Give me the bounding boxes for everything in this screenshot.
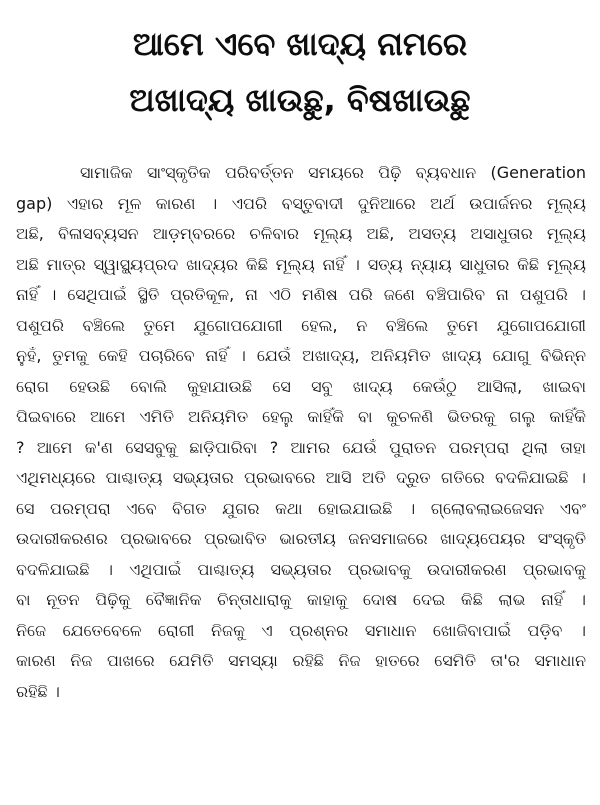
- article-body: [16, 158, 586, 707]
- body-line: ନିଜେ ଯେତେବେଳେ ରୋଗୀ ନିଜକୁ ଏ ପ୍ରଶ୍ନର ସମାଧାନ ଖୋଜିବାପାଇଁ ପଡ଼ିବ ।: [16, 620, 586, 640]
- title-line-1: ଆମେ ଏବେ ଖାଦ୍ୟ ନାମରେ: [132, 25, 468, 63]
- body-line: ନୁହଁ, ତୁମକୁ କେହି ପଚାରିବେ ନାହିଁ । ଯେଉଁ ଅଖାଦ୍ୟ, ଅନିୟମିତ ଖାଦ୍ୟ ଯୋଗୁ ବିଭିନ୍ନ: [16, 346, 586, 365]
- body-line: gap) ଏହାର ମୂଳ କାରଣ । ଏପରି ବସ୍ତୁବାଦୀ ଦୁନିଆରେ ଅର୍ଥ ଉପାର୍ଜନର ମୂଲ୍ୟ: [16, 193, 586, 213]
- body-line: କାରଣ ନିଜ ପାଖରେ ଯେମିତି ସମସ୍ୟା ରହିଛି ନିଜ ହାତରେ ସେମିତି ତା'ର ସମାଧାନ: [16, 651, 586, 670]
- body-line: ରହିଛି ।: [16, 681, 60, 701]
- title-line-2: ଅଖାଦ୍ୟ ଖାଉଛୁ, ବିଷଖାଉଛୁ: [129, 81, 471, 119]
- body-line: ରୋଗ ହେଉଛି ବୋଲି କୁହାଯାଉଛି ସେ ସବୁ ଖାଦ୍ୟ କେଉଁଠୁ ଆସିଲା, ଖାଇବା: [16, 376, 586, 396]
- body-line: ଅଛି ମାତ୍ର ସ୍ୱାସ୍ଥ୍ୟପ୍ରଦ ଖାଦ୍ୟର କିଛି ମୂଲ୍ୟ ନାହିଁ । ସତ୍ୟ ନ୍ୟାୟ ସାଧୁତାର କିଛି ମୂଲ୍ୟ: [16, 254, 586, 274]
- body-line: ବା ନୂତନ ପିଢ଼ିକୁ ବୈଜ୍ଞାନିକ ଚିନ୍ତାଧାରାକୁ କାହାକୁ ଦୋଷ ଦେଇ କିଛି ଲାଭ ନାହିଁ ।: [16, 590, 586, 609]
- body-line: ପଶୁପରି ବଞ୍ଚିଲେ ତୁମେ ଯୁଗୋପଯୋଗୀ ହେଲ, ନ ବଞ୍ଚିଲେ ତୁମେ ଯୁଗୋପଯୋଗୀ: [16, 315, 586, 335]
- body-line: ଉଦାରୀକରଣର ପ୍ରଭାବରେ ପ୍ରଭାବିତ ଭାରତୀୟ ଜନସମାଜରେ ଖାଦ୍ୟପେୟର ସଂସ୍କୃତି: [16, 529, 586, 548]
- body-line: ? ଆମେ କ'ଣ ସେସବୁକୁ ଛାଡ଼ିପାରିବା ? ଆମର ଯେଉଁ ପୁରାତନ ପରମ୍ପରା ଥିଲା ତାହା: [16, 437, 586, 457]
- body-line: ଅଛି, ବିଳାସବ୍ୟସନ ଆଡ଼ମ୍ବରରେ ଚଳିବାର ମୂଲ୍ୟ ଅଛି, ଅସତ୍ୟ ଅସାଧୁତାର ମୂଲ୍ୟ: [16, 224, 586, 243]
- body-line: ପିଇବାରେ ଆମେ ଏମିତି ଅନିୟମିତ ହେଲୁ କାହିଁକି ବା କୁଚଳଣି ଭିତରକୁ ଗଲୁ କାହିଁକି: [16, 407, 586, 426]
- article-title: [0, 18, 600, 126]
- body-line: ସାମାଜିକ ସାଂସ୍କୃତିକ ପରିବର୍ତ୍ତନ ସମୟରେ ପିଢ଼ି ବ୍ୟବଧାନ (Generation: [80, 163, 586, 182]
- body-line: ବଦଳିଯାଇଛି । ଏଥିପାଇଁ ପାଶ୍ଚାତ୍ୟ ସଭ୍ୟତାର ପ୍ରଭାବକୁ ଉଦାରୀକରଣ ପ୍ରଭାବକୁ: [16, 559, 586, 579]
- body-line: ନାହିଁ । ସେଥିପାଇଁ ସ୍ଥିତି ପ୍ରତିକୂଳ, ନା ଏଠି ମଣିଷ ପରି ଜଣେ ବଞ୍ଚିପାରିବ ନା ପଶୁପରି ।: [16, 285, 586, 304]
- body-line: ଏଥିମଧ୍ୟରେ ପାଶ୍ଚାତ୍ୟ ସଭ୍ୟତାର ପ୍ରଭାବରେ ଆସି ଅତି ଦ୍ରୁତ ଗତିରେ ବଦଳିଯାଇଛି ।: [16, 468, 586, 487]
- body-line: ସେ ପରମ୍ପରା ଏବେ ବିଗତ ଯୁଗର କଥା ହୋଇଯାଇଛି । ଗ୍ଲୋବଲାଇଜେସନ ଏବଂ: [16, 498, 586, 518]
